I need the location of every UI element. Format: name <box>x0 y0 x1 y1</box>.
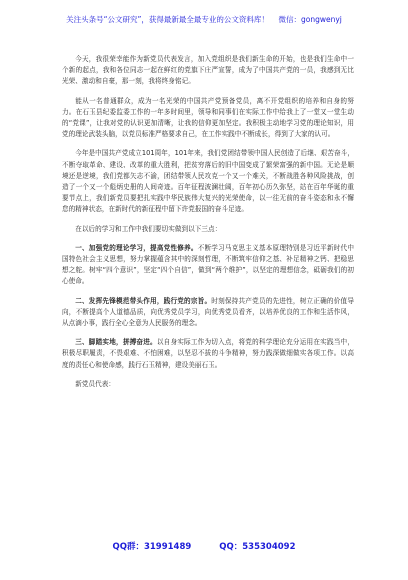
paragraph-growth: 能从一名普通群众，成为一名光荣的中国共产党预备党员，离不开党组织的培养和自身的努力。在石玉县纪委监委工作的一年多时间里，领导和同事们在实际工作中给我上了一堂又一堂生动的“党课”，让我对党的认识更加清晰，让我的信仰更加坚定。我积极主动地学习党的理论知识，用党的理论武装头脑，以党员标准严格要求自己，在工作实践中不断成长，得到了大家的认可。 <box>62 96 354 139</box>
footer-qq-group: QQ群：31991489 <box>112 542 192 552</box>
speech-body <box>62 54 354 392</box>
paragraph-party-history: 今年是中国共产党成立101周年，101年来，我们党团结带领中国人民创造了后继、艰苦奋斗，不断夺取革命、建设、改革的重大胜利，把贫穷落后的旧中国变成了繁荣富强的新中国。无论是顺境还是逆境，我们党都矢志不渝，团结带领人民攻克一个又一个难关，不断战胜各种风险挑战，创造了一个又一个彪炳史册的人间奇迹。百年征程波澜壮阔，百年初心历久弥坚，站在百年华诞的重要节点上，我们新党员要把扎实践中华民族伟大复兴的光荣使命，以一往无前的奋斗姿态和永不懈怠的精神状态，在新时代的新征程中留下许党报国的奋斗足迹。 <box>62 149 354 214</box>
section-hard-work-text: 以自身实际工作为切入点，将党的科学理论充分运用在实践当中，积极尽职履责，不畏艰难、不怕困难，以坚忍不拔的斗争精神，努力践深做细做实各项工作。以高度的责任心和使命感，践行石玉精神，建设美丽石玉。 <box>62 338 354 369</box>
section-vanguard-role <box>62 296 354 330</box>
page-footer <box>0 540 408 552</box>
section-theory-study-text: 不断学习马克思主义基本原理特别是习近平新时代中国特色社会主义思想，努力掌握蕴含其中的深刻哲理，不断筑牢信仰之基、补足精神之钙、把稳思想之舵。树牢“四个意识”，坚定“四个自信”，做到“两个维护”，以坚定的理想信念，砥砺我们的初心使命。 <box>62 243 355 286</box>
header-promo-text: 关注头条号“公文研究”，获得最新最全最专业的公文资料库！ <box>66 15 269 24</box>
section-theory-study-title: 一、加强党的理论学习，提高党性修养。 <box>75 243 198 252</box>
section-hard-work-title: 三、脚踏实地，拼搏奋进。 <box>75 338 157 347</box>
closing-signature: 新党员代表： <box>75 379 116 388</box>
paragraph-intro: 今天，我很荣幸能作为新党员代表发言，加入党组织是我们新生命的开始，也是我们生命中一个新的起点，我和各位同志一起在鲜红的党旗下庄严宣誓，成为了中国共产党的一员，我感到无比光荣、激动和自豪，那一刻，我将终身铭记。 <box>62 55 354 86</box>
section-vanguard-role-text: 时刻保持共产党员的先进性，树立正确的价值导向，不断提高个人道德品质，向优秀党员学习，向优秀党员看齐，以培养优良的工作和生活作风，从点滴小事，践行全心全意为人民服务的理念。 <box>62 296 354 328</box>
page-header <box>0 14 408 25</box>
section-vanguard-role-title: 二、发挥先锋模范带头作用，践行党的宗旨。 <box>75 296 212 305</box>
footer-qq: QQ：535304092 <box>219 542 296 552</box>
section-theory-study <box>62 243 354 288</box>
header-wechat-text: 微信：gongwenyj <box>278 15 342 24</box>
section-hard-work <box>62 337 354 371</box>
paragraph-three-points-intro: 在以后的学习和工作中我们要切实做到以下三点： <box>75 224 222 233</box>
